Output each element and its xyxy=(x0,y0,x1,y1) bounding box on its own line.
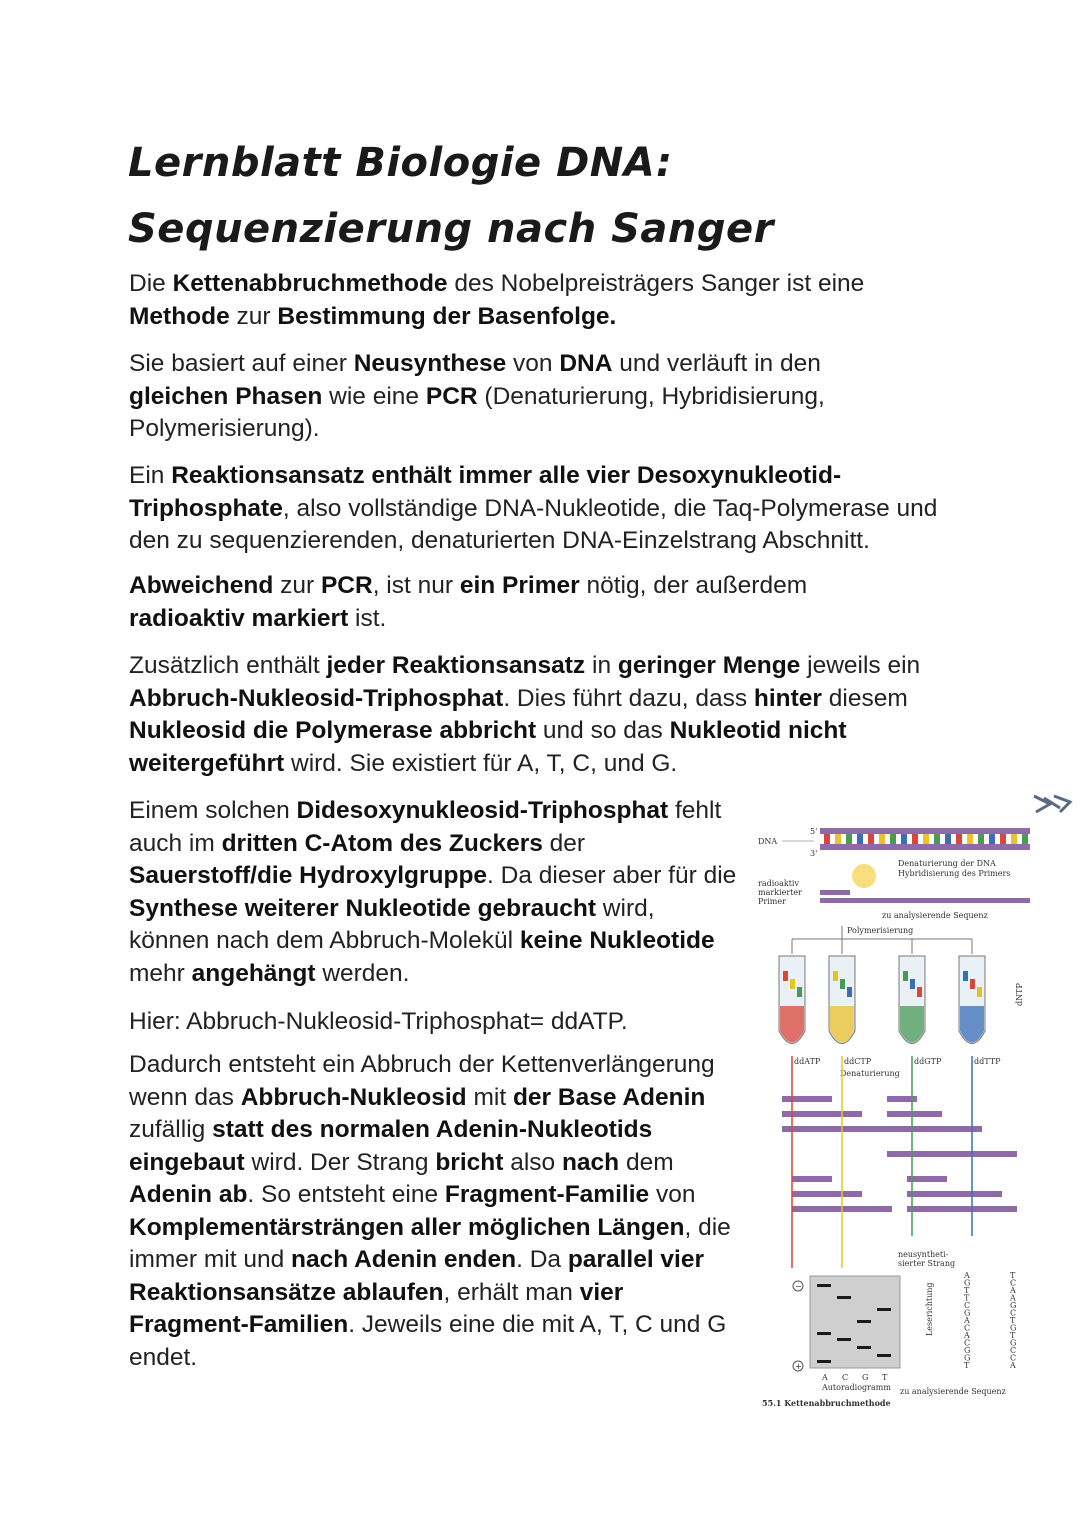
reaction-tube xyxy=(829,956,872,1066)
bold-text: ein Primer xyxy=(459,572,580,599)
dna-fragment xyxy=(907,1176,947,1182)
text-run: jeweils ein xyxy=(800,652,921,679)
base-pair xyxy=(835,834,841,844)
text-run: wird. Sie existiert für A, T, C, und G. xyxy=(284,749,678,777)
tube-label: ddATP xyxy=(794,1057,821,1066)
text-run: von xyxy=(506,350,560,377)
bold-text: Abweichend xyxy=(129,572,274,599)
text-run: nötig, der außerdem xyxy=(579,572,808,599)
gel-lane-label: G xyxy=(862,1373,869,1382)
svg-text:3': 3' xyxy=(810,849,818,858)
step2-label: Hybridisierung des Primers xyxy=(898,869,1011,878)
new-strand-base: T xyxy=(964,1286,970,1295)
gel-band xyxy=(857,1320,871,1323)
base-pair xyxy=(901,834,907,844)
text-run: , erhält man xyxy=(443,1278,580,1306)
base-pair xyxy=(989,834,995,844)
base-pair xyxy=(956,834,962,844)
template-strand-base: C xyxy=(1010,1308,1017,1318)
text-run: und so das xyxy=(536,717,670,744)
bold-text: Adenin ab xyxy=(129,1181,248,1208)
denaturierung-label: Denaturierung xyxy=(840,1069,900,1078)
text-run: zur xyxy=(229,302,278,330)
template-strand-base: G xyxy=(1010,1338,1017,1348)
gel-band xyxy=(837,1338,851,1341)
text-run: Dadurch entsteht ein Abbruch der Kettenverlängerung wenn das xyxy=(129,1051,715,1111)
primer-label-3: Primer xyxy=(758,897,786,906)
base-pair xyxy=(912,834,918,844)
dna-fragment xyxy=(782,1111,862,1117)
text-run: fehlt auch im xyxy=(129,797,722,857)
bold-text: nach Adenin enden xyxy=(291,1246,517,1273)
dna-fragment xyxy=(887,1151,1017,1157)
tube-label: ddGTP xyxy=(914,1057,942,1066)
reaction-tube xyxy=(959,956,1001,1066)
bold-text: geringer Menge xyxy=(617,652,801,679)
gel-band xyxy=(877,1308,891,1311)
bold-text: Neusynthese xyxy=(353,350,507,377)
sanger-diagram xyxy=(752,806,1070,1416)
radioactive-glow xyxy=(852,864,876,888)
text-run: mehr xyxy=(129,959,192,987)
bold-text: Reaktionsansatz enthält immer alle vier Desoxynukleotid-Triphosphate xyxy=(129,462,842,522)
text-run: Sie basiert auf einer xyxy=(129,350,354,377)
template-strand-base: A xyxy=(1010,1286,1016,1295)
text-run: dem xyxy=(619,1148,674,1176)
template-strand-base: T xyxy=(1010,1331,1016,1340)
bold-text: Abbruch-Nukleosid xyxy=(240,1083,467,1111)
text-run: der xyxy=(542,829,586,857)
text-run: Hier: Abbruch-Nukleosid-Triphosphat= ddATP. xyxy=(129,1008,628,1035)
text-run: werden. xyxy=(315,959,410,987)
text-run: . Dies führt dazu, dass xyxy=(503,684,754,712)
text-run: wird. Der Strang xyxy=(244,1148,436,1176)
template-strand-base: C xyxy=(1010,1346,1017,1355)
tube-label: ddTTP xyxy=(974,1057,1001,1066)
gel-band xyxy=(837,1296,851,1299)
text-run: und verläuft in den xyxy=(612,350,821,377)
gel-band xyxy=(877,1354,891,1357)
new-strand-base: C xyxy=(964,1338,971,1348)
paragraph-6 xyxy=(129,795,739,990)
text-run: von xyxy=(649,1181,696,1208)
base-pair xyxy=(846,834,852,844)
dna-fragment xyxy=(782,1096,832,1102)
bold-text: nach xyxy=(561,1148,620,1176)
text-run: wird, können nach dem Abbruch-Molekül xyxy=(129,894,655,954)
step1-label: Denaturierung der DNA xyxy=(898,859,996,868)
base-pair xyxy=(868,834,874,844)
bold-text: jeder Reaktionsansatz xyxy=(326,652,586,679)
bold-text: parallel vier Reaktionsansätze ablaufen xyxy=(129,1246,705,1306)
bold-text: dritten C-Atom des Zuckers xyxy=(221,829,543,857)
new-strand-base: G xyxy=(964,1353,971,1363)
bold-text: Synthese weiterer Nukleotide gebraucht xyxy=(129,894,596,922)
gel-lane-label: C xyxy=(842,1373,849,1382)
gel-band xyxy=(817,1360,831,1363)
new-strand-base: G xyxy=(964,1308,971,1318)
bold-text: radioaktiv markiert xyxy=(129,604,349,632)
bold-text: Fragment-Familie xyxy=(444,1181,650,1208)
base-pair xyxy=(879,834,885,844)
bold-text: Abbruch-Nukleosid-Triphosphat xyxy=(129,684,504,712)
svg-text:+: + xyxy=(795,1362,802,1371)
svg-text:−: − xyxy=(795,1282,802,1291)
paragraph-1 xyxy=(129,268,929,333)
text-run: Ein xyxy=(129,462,172,489)
primer-label-2: markierter xyxy=(758,888,802,897)
text-run: (Denaturierung, Hybridisierung, Polymerisierung). xyxy=(129,382,825,442)
bold-text: angehängt xyxy=(191,959,316,987)
bold-text: der Base Adenin xyxy=(512,1083,706,1111)
dna-fragment xyxy=(792,1176,832,1182)
text-run: Zusätzlich enthält xyxy=(129,652,327,679)
template-strand-base: A xyxy=(1010,1293,1016,1303)
bold-text: hinter xyxy=(753,684,822,712)
bold-text: PCR xyxy=(425,382,478,410)
bold-text: Komplementärsträngen aller möglichen Längen xyxy=(129,1213,685,1241)
text-run: also xyxy=(503,1148,562,1176)
gel-band xyxy=(857,1346,871,1349)
tube-label: ddCTP xyxy=(844,1057,872,1066)
bold-text: gleichen Phasen xyxy=(129,382,323,410)
base-pair xyxy=(890,834,896,844)
template-strand-base: G xyxy=(1010,1301,1017,1310)
dna-fragment xyxy=(887,1126,982,1132)
bold-text: Nukleotid nicht weitergeführt xyxy=(129,717,847,777)
svg-text:5': 5' xyxy=(810,827,818,836)
text-run: , also vollständige DNA-Nukleotide, die Taq-Polymerase und den zu sequenzierenden, denaturierten DNA-Einzelstrang Abschnitt. xyxy=(129,494,938,554)
new-strand-base: A xyxy=(964,1271,970,1280)
new-strand-base: C xyxy=(964,1323,971,1333)
text-run: , die immer mit und xyxy=(129,1213,731,1273)
text-run: . Da dieser aber für die xyxy=(487,862,737,889)
text-run: ist. xyxy=(348,604,387,632)
gel-lane-label: A xyxy=(822,1373,828,1382)
dna-fragment xyxy=(792,1191,862,1197)
seq-label: zu analysierende Sequenz xyxy=(882,911,988,920)
leserichtung-label: Leserichtung xyxy=(925,1282,934,1336)
text-run: zur xyxy=(273,572,321,599)
bold-text: bricht xyxy=(435,1148,504,1176)
base-pair xyxy=(857,834,863,844)
text-run: wie eine xyxy=(322,382,426,410)
text-run: diesem xyxy=(821,684,908,712)
text-run: . So entsteht eine xyxy=(247,1181,445,1208)
dntp-label: dNTP xyxy=(1015,983,1024,1006)
neu-label-2: sierter Strang xyxy=(898,1259,956,1268)
text-run: mit xyxy=(466,1083,513,1111)
text-run: . Da xyxy=(516,1246,568,1273)
paragraph-7 xyxy=(129,1006,739,1039)
template-strand-base: T xyxy=(1010,1316,1016,1325)
bold-text: Kettenabbruchmethode xyxy=(172,270,448,297)
base-pair xyxy=(1011,834,1017,844)
base-pair xyxy=(1022,834,1028,844)
paragraph-8 xyxy=(129,1049,739,1374)
new-strand-base: T xyxy=(964,1361,970,1370)
page-title: Lernblatt Biologie DNA: Sequenzierung nach Sanger xyxy=(128,140,774,252)
template-strand-base: G xyxy=(1010,1323,1017,1333)
new-strand-base: A xyxy=(964,1331,970,1340)
bold-text: Didesoxynukleosid-Triphosphat xyxy=(296,797,669,824)
text-run: zufällig xyxy=(129,1116,213,1143)
base-pair xyxy=(1000,834,1006,844)
text-run: , ist nur xyxy=(372,572,460,599)
dna-fragment xyxy=(887,1111,942,1117)
bold-text: Sauerstoff/die Hydroxylgruppe xyxy=(129,862,488,889)
dna-fragment xyxy=(907,1206,1017,1212)
dna-double-strand xyxy=(820,828,1030,850)
paragraph-2 xyxy=(129,348,889,446)
template-strand-base: T xyxy=(1010,1271,1016,1280)
bold-text: vier Fragment-Familien xyxy=(129,1278,624,1338)
template-strand-base: C xyxy=(1010,1278,1017,1288)
polymerisierung-label: Polymerisierung xyxy=(847,926,914,935)
text-run: . Jeweils eine die mit A, T, C und G endet. xyxy=(129,1311,727,1371)
reaction-tube xyxy=(779,956,821,1066)
base-pair xyxy=(923,834,929,844)
bold-text: keine Nukleotide xyxy=(519,927,715,954)
paragraph-4 xyxy=(129,570,889,635)
autoradiogramm-label: Autoradiogramm xyxy=(822,1383,891,1392)
template-strand-base: A xyxy=(1010,1361,1016,1370)
bold-text: Nukleosid die Polymerase abbricht xyxy=(129,717,537,744)
text-run: Die xyxy=(129,270,173,297)
primer-label-1: radioaktiv xyxy=(758,879,799,888)
bold-text: PCR xyxy=(320,572,373,599)
dna-fragment xyxy=(907,1191,1002,1197)
reaction-tube xyxy=(899,956,942,1066)
text-run: Einem solchen xyxy=(129,797,297,824)
gel-band xyxy=(817,1284,831,1287)
new-strand-base: G xyxy=(964,1346,971,1355)
bold-text: DNA xyxy=(559,350,613,377)
text-run: in xyxy=(585,652,618,679)
paragraph-5 xyxy=(129,650,959,780)
new-strand-base: A xyxy=(964,1316,970,1325)
bold-text: Bestimmung der Basenfolge. xyxy=(277,302,617,330)
bold-text: Methode xyxy=(129,302,230,330)
text-run: des Nobelpreisträgers Sanger ist eine xyxy=(447,270,865,297)
bold-text: statt des normalen Adenin-Nukleotids eingebaut xyxy=(129,1116,653,1176)
figure-caption: 55.1 Kettenabbruchmethode xyxy=(762,1398,891,1408)
new-strand-base: C xyxy=(964,1301,971,1310)
base-pair xyxy=(945,834,951,844)
new-strand-base: T xyxy=(964,1293,970,1303)
gel-lane-label: T xyxy=(882,1373,888,1382)
gel-band xyxy=(817,1332,831,1335)
dna-label: DNA xyxy=(758,837,778,846)
base-pair xyxy=(934,834,940,844)
base-pair xyxy=(967,834,973,844)
seq-bottom-label: zu analysierende Sequenz xyxy=(900,1387,1006,1396)
template-strand-base: C xyxy=(1010,1353,1017,1363)
base-pair xyxy=(978,834,984,844)
base-pair xyxy=(824,834,830,844)
paragraph-3 xyxy=(129,460,959,558)
new-strand-base: G xyxy=(964,1278,971,1288)
neu-label-1: neusyntheti- xyxy=(898,1250,949,1259)
